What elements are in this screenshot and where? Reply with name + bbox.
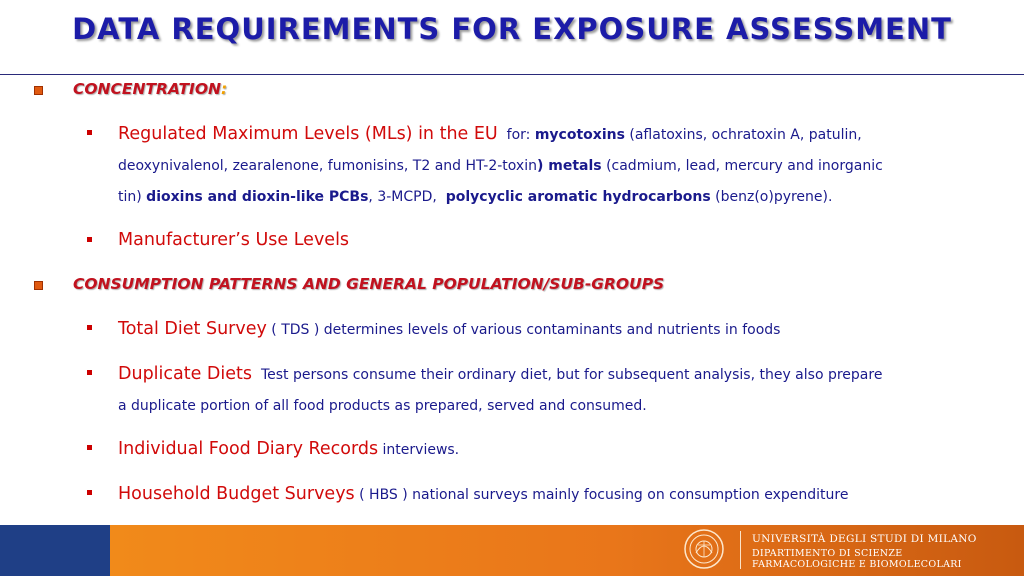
item-bullet-icon — [87, 237, 92, 242]
mcpd-text: , 3-MCPD, — [368, 189, 437, 205]
item-manufacturer — [118, 225, 988, 257]
pah-text: polycyclic aromatic hydrocarbons — [445, 189, 711, 205]
item-bullet-icon — [87, 325, 92, 330]
metals-list-b: tin) — [118, 189, 142, 205]
item-bullet-icon — [87, 370, 92, 375]
item-bullet-icon — [87, 130, 92, 135]
diary-text: interviews. — [382, 442, 460, 458]
item-bullet-icon — [87, 445, 92, 450]
footer-divider — [740, 531, 741, 569]
metals-text: ) metals — [536, 158, 602, 174]
mycotoxins-text: mycotoxins — [534, 127, 625, 143]
department-line-1: DIPARTIMENTO DI SCIENZE — [752, 548, 903, 559]
department-line-2: FARMACOLOGICHE E BIOMOLECOLARI — [752, 559, 962, 570]
for-text: for: — [506, 127, 531, 143]
duplicate-text-b: a duplicate portion of all food products as prepared, served and consumed. — [118, 398, 647, 414]
section-bullet-icon — [34, 86, 43, 95]
mycotoxins-list-a: (aflatoxins, ochratoxin A, patulin, — [629, 127, 862, 143]
item-label-hbs: Household Budget Surveys — [118, 484, 355, 504]
item-label-diary: Individual Food Diary Records — [118, 439, 379, 459]
item-label-mls: Regulated Maximum Levels (MLs) in the EU — [118, 124, 498, 144]
item-label-manufacturer: Manufacturer’s Use Levels — [118, 230, 350, 250]
university-name: UNIVERSITÀ DEGLI STUDI DI MILANO — [752, 533, 977, 545]
tds-text: ( TDS ) determines levels of various contaminants and nutrients in foods — [271, 322, 781, 338]
section-bullet-icon — [34, 281, 43, 290]
university-seal-icon — [684, 529, 724, 569]
mycotoxins-list-b: deoxynivalenol, zearalenone, fumonisins, T2 and HT-2-toxin — [118, 158, 537, 174]
item-label-duplicate: Duplicate Diets — [118, 364, 253, 384]
item-diary — [118, 434, 988, 466]
item-hbs — [118, 479, 988, 511]
heading-text: CONCENTRATION — [73, 80, 221, 98]
item-tds — [118, 314, 988, 346]
item-mls — [118, 119, 988, 213]
dioxins-text: dioxins and dioxin-like PCBs — [146, 189, 369, 205]
footer-blue-block — [0, 525, 110, 576]
heading-colon: : — [220, 80, 228, 98]
item-bullet-icon — [87, 490, 92, 495]
section-heading-consumption: CONSUMPTION PATTERNS AND GENERAL POPULATION/SUB-GROUPS — [73, 275, 665, 293]
title-divider — [0, 74, 1024, 75]
slide-title: DATA REQUIREMENTS FOR EXPOSURE ASSESSMENT — [72, 12, 952, 46]
section-heading-concentration — [73, 80, 227, 98]
metals-list-a: (cadmium, lead, mercury and inorganic — [606, 158, 883, 174]
duplicate-text-a: Test persons consume their ordinary diet, but for subsequent analysis, they also prepare — [260, 367, 883, 383]
item-duplicate — [118, 359, 988, 422]
item-label-tds: Total Diet Survey — [118, 319, 267, 339]
hbs-text: ( HBS ) national surveys mainly focusing on consumption expenditure — [359, 487, 849, 503]
pah-list: (benz(o)pyrene). — [715, 189, 833, 205]
